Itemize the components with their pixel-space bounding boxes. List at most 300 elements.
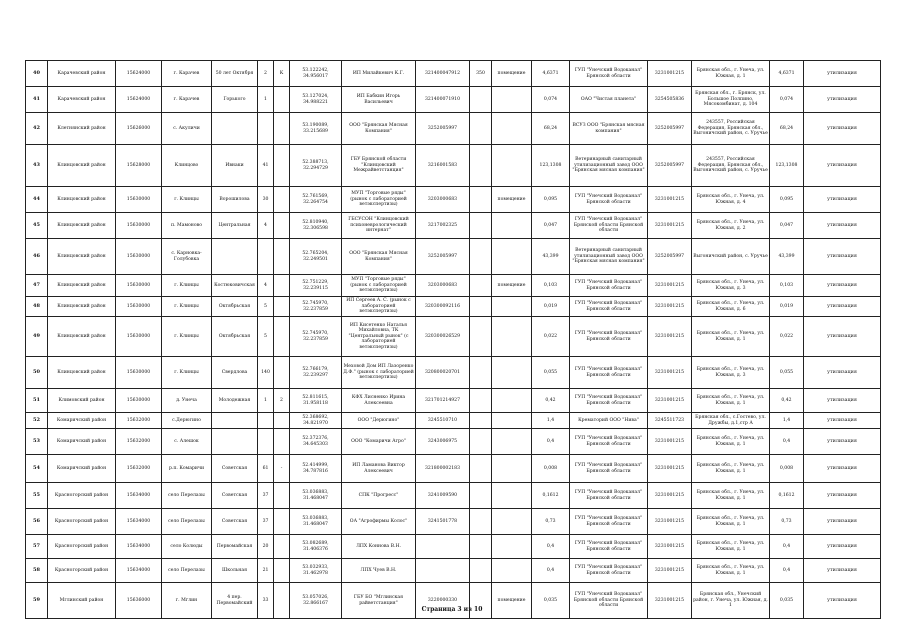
cell-processed-volume: 0,074 (770, 87, 804, 113)
cell-street: 50 лет Октября (212, 61, 258, 87)
cell-coordinates: 52.766179, 32.239297 (290, 357, 342, 389)
cell-settlement: г. Карачев (162, 61, 212, 87)
cell-waste-volume: 0,103 (532, 275, 570, 297)
cell-inn: 3243006975 (416, 429, 470, 455)
cell-object-type (492, 559, 532, 583)
cell-district: Карачевский район (48, 87, 116, 113)
cell-recipient-address: Брянская обл., г. Унеча, ул. Южная, д. 1 (692, 317, 770, 357)
cell-disposal-method: утилизация (804, 535, 881, 559)
cell-object-type (492, 213, 532, 239)
cell-coordinates: 52.372376, 34.645303 (290, 429, 342, 455)
cell-inn: 3203000683 (416, 187, 470, 213)
cell-settlement: г. Клинцы (162, 275, 212, 297)
cell-processed-volume: 0,022 (770, 317, 804, 357)
cell-building (274, 317, 290, 357)
cell-house-number: 1 (258, 87, 274, 113)
cell-building (274, 297, 290, 317)
cell-recipient-organization: ГУП "Унечский Водоканал" Брянской области (570, 535, 648, 559)
cell-building (274, 213, 290, 239)
cell-disposal-method: утилизация (804, 429, 881, 455)
cell-object-type (492, 357, 532, 389)
cell-oktmo-code: 15624000 (116, 61, 162, 87)
cell-waste-volume: 0,022 (532, 317, 570, 357)
cell-waste-volume: 0,4 (532, 559, 570, 583)
cell-house-number: 61 (258, 455, 274, 483)
table-row (26, 559, 881, 583)
cell-recipient-address: 243557, Российская Федерация, Брянская обл., Выгоничский район, с. Уручье (692, 145, 770, 187)
table-row (26, 357, 881, 389)
cell-object-type (492, 239, 532, 275)
cell-building (274, 483, 290, 509)
cell-recipient-organization: ГУП "Унечский Водоканал" Брянской области (570, 455, 648, 483)
cell-processed-volume: 0,1612 (770, 483, 804, 509)
cell-oktmo-code: 15634000 (116, 559, 162, 583)
cell-row-number: 40 (26, 61, 48, 87)
cell-house-number: 37 (258, 509, 274, 535)
cell-recipient-address: Брянская обл., г. Унеча, ул. Южная, д. 3 (692, 357, 770, 389)
cell-coordinates: 52.811615, 31.958118 (290, 389, 342, 413)
cell-organization: ГБУ БО "Мглинская райветстанция" (342, 583, 416, 619)
cell-recipient-inn: 3231001215 (648, 483, 692, 509)
cell-district: Карачевский район (48, 61, 116, 87)
cell-oktmo-code: 15630000 (116, 389, 162, 413)
cell-district: Клинцовский район (48, 239, 116, 275)
cell-recipient-inn: 3245511723 (648, 413, 692, 429)
cell-inn: 320800020701 (416, 357, 470, 389)
cell-area (470, 583, 492, 619)
cell-street: Октябрьская (212, 297, 258, 317)
cell-area (470, 559, 492, 583)
table-row (26, 187, 881, 213)
cell-house-number: 5 (258, 297, 274, 317)
cell-house-number: 5 (258, 317, 274, 357)
cell-waste-volume: 0,035 (532, 583, 570, 619)
cell-organization: ИП Милайкевич К.Г. (342, 61, 416, 87)
cell-area (470, 389, 492, 413)
cell-recipient-inn: 3254505836 (648, 87, 692, 113)
cell-district: Клинцовский район (48, 145, 116, 187)
cell-building (274, 239, 290, 275)
cell-recipient-organization: ГУП "Унечский Водоканал" Брянской области (570, 429, 648, 455)
cell-recipient-inn: 3252005997 (648, 145, 692, 187)
cell-recipient-address: Брянская обл., г. Унеча, ул. Южная, д. 2 (692, 213, 770, 239)
cell-district: Клинцовский район (48, 275, 116, 297)
cell-oktmo-code: 15630000 (116, 213, 162, 239)
cell-row-number: 46 (26, 239, 48, 275)
cell-recipient-inn: 3231001215 (648, 455, 692, 483)
cell-disposal-method: утилизация (804, 145, 881, 187)
cell-recipient-inn: 3231001215 (648, 389, 692, 413)
cell-district: Красногорский район (48, 509, 116, 535)
cell-house-number: 4 (258, 213, 274, 239)
table-row (26, 483, 881, 509)
cell-recipient-address: Брянская обл., г. Унеча, ул. Южная, д. 6 (692, 297, 770, 317)
cell-district: Красногорский район (48, 483, 116, 509)
cell-settlement: г. Клинцы (162, 357, 212, 389)
cell-coordinates: 52.761569, 32.264754 (290, 187, 342, 213)
cell-row-number: 53 (26, 429, 48, 455)
cell-disposal-method: утилизация (804, 239, 881, 275)
cell-recipient-address: Брянская обл., с.Гостево, ул. Дружбы, д.1,стр А (692, 413, 770, 429)
cell-district: Красногорский район (48, 559, 116, 583)
cell-district: Клинцовский район (48, 297, 116, 317)
table-row (26, 113, 881, 145)
cell-organization: ООО "Брянская Мясная Компания" (342, 239, 416, 275)
cell-area (470, 317, 492, 357)
cell-recipient-inn: 3231001215 (648, 509, 692, 535)
cell-row-number: 51 (26, 389, 48, 413)
cell-oktmo-code: 15632000 (116, 429, 162, 455)
cell-building (274, 87, 290, 113)
cell-recipient-organization: ГУП "Унечский Водоканал" Брянской области (570, 509, 648, 535)
cell-recipient-inn: 3231001215 (648, 213, 692, 239)
cell-recipient-organization: ГУП "Унечский Водоканал" Брянской области (570, 297, 648, 317)
cell-area (470, 297, 492, 317)
cell-coordinates: 53.032933, 31.462978 (290, 559, 342, 583)
cell-oktmo-code: 15630000 (116, 187, 162, 213)
cell-object-type (492, 509, 532, 535)
cell-district: Клетнянский район (48, 113, 116, 145)
cell-recipient-inn: 3252005997 (648, 113, 692, 145)
cell-inn: 3220000330 (416, 583, 470, 619)
cell-street: Молодежная (212, 389, 258, 413)
cell-inn: 3245510710 (416, 413, 470, 429)
cell-row-number: 56 (26, 509, 48, 535)
cell-inn (416, 535, 470, 559)
cell-settlement: г. Клинцы (162, 187, 212, 213)
cell-building (274, 145, 290, 187)
cell-house-number (258, 239, 274, 275)
cell-coordinates: 52.765204, 32.249501 (290, 239, 342, 275)
cell-object-type (492, 113, 532, 145)
cell-recipient-organization: ГУП "Унечский Водоканал" Брянской области Брянской области (570, 213, 648, 239)
cell-object-type (492, 317, 532, 357)
cell-recipient-organization: ГУП "Унечский Водоканал" Брянской области (570, 559, 648, 583)
cell-organization: ИП Кисетенко Наталья Михайловна, ТК "Центральный рынок" (с лабораторией ветэкспертизы) (342, 317, 416, 357)
cell-area (470, 429, 492, 455)
cell-street: Ворошилова (212, 187, 258, 213)
cell-building: - (274, 455, 290, 483)
cell-recipient-address: Брянская обл., г. Унеча, ул. Южная, д. 1 (692, 559, 770, 583)
cell-coordinates: 53.057026, 32.866167 (290, 583, 342, 619)
cell-settlement: р.п. Комаричи (162, 455, 212, 483)
cell-building (274, 113, 290, 145)
cell-settlement: п. Мамоново (162, 213, 212, 239)
cell-waste-volume: 0,008 (532, 455, 570, 483)
cell-recipient-organization: Крематорий ООО "Нива" (570, 413, 648, 429)
cell-inn: 321400071910 (416, 87, 470, 113)
cell-house-number: 4 (258, 275, 274, 297)
cell-disposal-method: утилизация (804, 213, 881, 239)
cell-coordinates: 53.122242, 34.956017 (290, 61, 342, 87)
cell-recipient-address: Брянская обл., г. Унеча, ул. Южная, д. 1 (692, 455, 770, 483)
cell-street (212, 239, 258, 275)
cell-house-number (258, 429, 274, 455)
cell-street: Советская (212, 509, 258, 535)
cell-recipient-address: Брянская обл., г. Унеча, ул. Южная, д. 1 (692, 61, 770, 87)
table-row (26, 413, 881, 429)
cell-inn: 320300026529 (416, 317, 470, 357)
cell-organization: ГБСУСОН "Клинцовский психоневрологический интернат" (342, 213, 416, 239)
table-row (26, 213, 881, 239)
cell-row-number: 45 (26, 213, 48, 239)
cell-area (470, 275, 492, 297)
cell-object-type: помещение (492, 275, 532, 297)
cell-recipient-inn: 3231001215 (648, 583, 692, 619)
cell-street: Советская (212, 483, 258, 509)
cell-inn: 3241501778 (416, 509, 470, 535)
cell-waste-volume: 0,074 (532, 87, 570, 113)
cell-waste-volume: 0,1612 (532, 483, 570, 509)
cell-area (470, 145, 492, 187)
cell-disposal-method: утилизация (804, 113, 881, 145)
cell-recipient-address: Выгоничский район, с. Уручье (692, 239, 770, 275)
cell-recipient-organization: Ветеринарный санитарный утилизационный завод ООО "Брянская мясная компания" (570, 239, 648, 275)
cell-building: К (274, 61, 290, 87)
cell-row-number: 42 (26, 113, 48, 145)
table-row (26, 275, 881, 297)
cell-settlement: с. Акуличи (162, 113, 212, 145)
cell-oktmo-code: 15634000 (116, 535, 162, 559)
cell-street (212, 429, 258, 455)
cell-organization: ИП Сергеев А. С. (рынок с лабораторией ветэкспертизы) (342, 297, 416, 317)
cell-recipient-inn: 3231001215 (648, 187, 692, 213)
cell-object-type (492, 297, 532, 317)
cell-coordinates: 52.751229, 32.239115 (290, 275, 342, 297)
table-row (26, 87, 881, 113)
cell-street (212, 413, 258, 429)
cell-building (274, 413, 290, 429)
cell-organization: Меховой Дом ИП Лазоренко Д.Ф." (рынок с лабораторией ветэкспертизы) (342, 357, 416, 389)
cell-recipient-organization: ГУП "Унечский Водоканал" Брянской области (570, 357, 648, 389)
table-row (26, 61, 881, 87)
cell-waste-volume: 0,4 (532, 429, 570, 455)
cell-district: Комаричский район (48, 429, 116, 455)
cell-street: Советская (212, 455, 258, 483)
register-table-body (26, 61, 881, 619)
cell-row-number: 54 (26, 455, 48, 483)
cell-object-type (492, 429, 532, 455)
cell-house-number (258, 113, 274, 145)
cell-recipient-address: Брянская обл., г. Унеча, ул. Южная, д. 1 (692, 509, 770, 535)
cell-recipient-address: Брянская обл., г. Унеча, ул. Южная, д. 3 (692, 275, 770, 297)
cell-waste-volume: 0,047 (532, 213, 570, 239)
cell-district: Клинцовский район (48, 317, 116, 357)
cell-oktmo-code: 15630000 (116, 317, 162, 357)
cell-house-number: 30 (258, 187, 274, 213)
cell-organization: МУП "Торговые ряды" (рынок с лабораторией ветэкспертизы) (342, 187, 416, 213)
cell-waste-volume: 68,24 (532, 113, 570, 145)
cell-inn: 321701214927 (416, 389, 470, 413)
cell-coordinates: 52.414999, 34.787816 (290, 455, 342, 483)
cell-recipient-organization: ГУП "Унечский Водоканал" Брянской области (570, 61, 648, 87)
cell-oktmo-code: 15628000 (116, 145, 162, 187)
cell-inn: 320300092116 (416, 297, 470, 317)
cell-recipient-organization: ГУП "Унечский Водоканал" Брянской области (570, 483, 648, 509)
table-row (26, 509, 881, 535)
cell-street: Ивнаки (212, 145, 258, 187)
cell-disposal-method: утилизация (804, 61, 881, 87)
cell-row-number: 58 (26, 559, 48, 583)
cell-row-number: 55 (26, 483, 48, 509)
cell-object-type: помещение (492, 187, 532, 213)
table-row (26, 429, 881, 455)
cell-processed-volume: 1,4 (770, 413, 804, 429)
cell-processed-volume: 0,4 (770, 429, 804, 455)
cell-disposal-method: утилизация (804, 317, 881, 357)
table-row (26, 239, 881, 275)
cell-waste-volume: 0,019 (532, 297, 570, 317)
cell-settlement: село Колюды (162, 535, 212, 559)
cell-recipient-address: Брянская обл., г. Унеча, ул. Южная, д. 4 (692, 187, 770, 213)
cell-house-number: 20 (258, 535, 274, 559)
cell-building (274, 509, 290, 535)
cell-recipient-address: Брянская обл., г. Унеча, ул. Южная, д. 1 (692, 483, 770, 509)
cell-recipient-inn: 3231001215 (648, 61, 692, 87)
cell-disposal-method: утилизация (804, 389, 881, 413)
cell-district: Комаричский район (48, 413, 116, 429)
cell-object-type: помещение (492, 583, 532, 619)
cell-waste-volume: 0,73 (532, 509, 570, 535)
cell-processed-volume: 0,103 (770, 275, 804, 297)
cell-recipient-organization: ГУП "Унечский Водоканал" Брянской области (570, 187, 648, 213)
cell-object-type (492, 145, 532, 187)
cell-organization: ИП Бабкин Игорь Васильевич (342, 87, 416, 113)
cell-row-number: 47 (26, 275, 48, 297)
cell-settlement: г. Клинцы (162, 317, 212, 357)
cell-oktmo-code: 15632000 (116, 413, 162, 429)
cell-processed-volume: 123,1308 (770, 145, 804, 187)
cell-building (274, 357, 290, 389)
cell-recipient-inn: 3252005997 (648, 239, 692, 275)
cell-organization: ООО "Дерюгино" (342, 413, 416, 429)
cell-area: 350 (470, 61, 492, 87)
table-row (26, 535, 881, 559)
cell-inn: 321800002183 (416, 455, 470, 483)
cell-recipient-inn: 3231001215 (648, 429, 692, 455)
cell-recipient-organization: ГУП "Унечский Водоканал" Брянской области (570, 275, 648, 297)
cell-processed-volume: 4,6371 (770, 61, 804, 87)
cell-waste-volume: 43,399 (532, 239, 570, 275)
cell-house-number: 33 (258, 583, 274, 619)
cell-processed-volume: 68,24 (770, 113, 804, 145)
cell-coordinates: 53.190089, 33.215689 (290, 113, 342, 145)
cell-processed-volume: 0,73 (770, 509, 804, 535)
table-row (26, 389, 881, 413)
cell-object-type (492, 535, 532, 559)
cell-row-number: 57 (26, 535, 48, 559)
cell-district: Красногорский район (48, 535, 116, 559)
cell-oktmo-code: 15632000 (116, 455, 162, 483)
cell-area (470, 213, 492, 239)
cell-area (470, 535, 492, 559)
cell-street: 4 пер. Первомайский (212, 583, 258, 619)
cell-street: Горького (212, 87, 258, 113)
cell-waste-volume: 4,6371 (532, 61, 570, 87)
cell-disposal-method: утилизация (804, 187, 881, 213)
cell-building (274, 275, 290, 297)
cell-building (274, 187, 290, 213)
cell-recipient-organization: ОАО "Чистая планета" (570, 87, 648, 113)
cell-street: Свердлова (212, 357, 258, 389)
register-table (25, 60, 881, 619)
cell-coordinates: 53.036883, 31.468047 (290, 509, 342, 535)
cell-house-number: 1 (258, 389, 274, 413)
cell-house-number: 41 (258, 145, 274, 187)
cell-object-type (492, 455, 532, 483)
cell-oktmo-code: 15634000 (116, 509, 162, 535)
cell-building (274, 535, 290, 559)
cell-oktmo-code: 15626000 (116, 113, 162, 145)
cell-object-type: помещение (492, 61, 532, 87)
cell-district: Мглинский район (48, 583, 116, 619)
cell-building (274, 559, 290, 583)
cell-area (470, 87, 492, 113)
cell-area (470, 413, 492, 429)
cell-coordinates: 52.388713, 32.294729 (290, 145, 342, 187)
cell-area (470, 113, 492, 145)
cell-recipient-address: Брянская обл., Унечский район, г. Унеча, ул. Южная, д. 1 (692, 583, 770, 619)
cell-coordinates: 52.368692, 34.821970 (290, 413, 342, 429)
cell-waste-volume: 0,055 (532, 357, 570, 389)
cell-inn: 321400047912 (416, 61, 470, 87)
cell-recipient-address: Брянская обл., г. Унеча, ул. Южная, д. 1 (692, 389, 770, 413)
cell-house-number: 21 (258, 559, 274, 583)
cell-recipient-address: Брянская обл., г. Унеча, ул. Южная, д. 1 (692, 429, 770, 455)
cell-recipient-organization: ГУП "Унечский Водоканал" Брянской области Брянской области (570, 583, 648, 619)
cell-recipient-address: Брянская обл., г. Унеча, ул. Южная, д. 1 (692, 535, 770, 559)
cell-street: Октябрьская (212, 317, 258, 357)
cell-coordinates: 52.810940, 32.306598 (290, 213, 342, 239)
cell-row-number: 43 (26, 145, 48, 187)
cell-processed-volume: 0,047 (770, 213, 804, 239)
cell-oktmo-code: 15634000 (116, 483, 162, 509)
cell-waste-volume: 0,095 (532, 187, 570, 213)
cell-disposal-method: утилизация (804, 297, 881, 317)
cell-processed-volume: 0,095 (770, 187, 804, 213)
cell-organization: МУП "Торговые ряды" (рынок с лабораторией ветэкспертизы) (342, 275, 416, 297)
cell-settlement: г. Клинцы (162, 297, 212, 317)
cell-recipient-address: 243557, Российская Федерация, Брянская обл., Выгоничский район, с. Уручье (692, 113, 770, 145)
cell-area (470, 483, 492, 509)
cell-object-type (492, 87, 532, 113)
cell-row-number: 50 (26, 357, 48, 389)
cell-recipient-inn: 3231001215 (648, 297, 692, 317)
cell-district: Клинцовский район (48, 357, 116, 389)
cell-recipient-organization: ГУП "Унечский Водоканал" Брянской области (570, 317, 648, 357)
cell-processed-volume: 0,4 (770, 535, 804, 559)
cell-organization: КФХ Лисненко Ирина Алексеевна (342, 389, 416, 413)
cell-processed-volume: 0,42 (770, 389, 804, 413)
cell-waste-volume: 123,1308 (532, 145, 570, 187)
cell-processed-volume: 0,4 (770, 559, 804, 583)
cell-organization: ОА "Агрофирмы Колос" (342, 509, 416, 535)
cell-disposal-method: утилизация (804, 483, 881, 509)
table-row (26, 583, 881, 619)
cell-area (470, 509, 492, 535)
cell-settlement: с. Алешок (162, 429, 212, 455)
cell-settlement: Клинцово (162, 145, 212, 187)
cell-oktmo-code: 15630000 (116, 275, 162, 297)
cell-organization: ЛПХ Чуев В.Н. (342, 559, 416, 583)
cell-waste-volume: 0,4 (532, 535, 570, 559)
cell-settlement: село Перелазы (162, 559, 212, 583)
cell-recipient-inn: 3231001215 (648, 535, 692, 559)
cell-organization: ИП Ламанова Виктор Алексеевич (342, 455, 416, 483)
cell-recipient-organization: Ветеринарный санитарный утилизационный завод ООО "Брянская мясная компания" (570, 145, 648, 187)
cell-inn: 3252005997 (416, 239, 470, 275)
cell-oktmo-code: 15636000 (116, 583, 162, 619)
